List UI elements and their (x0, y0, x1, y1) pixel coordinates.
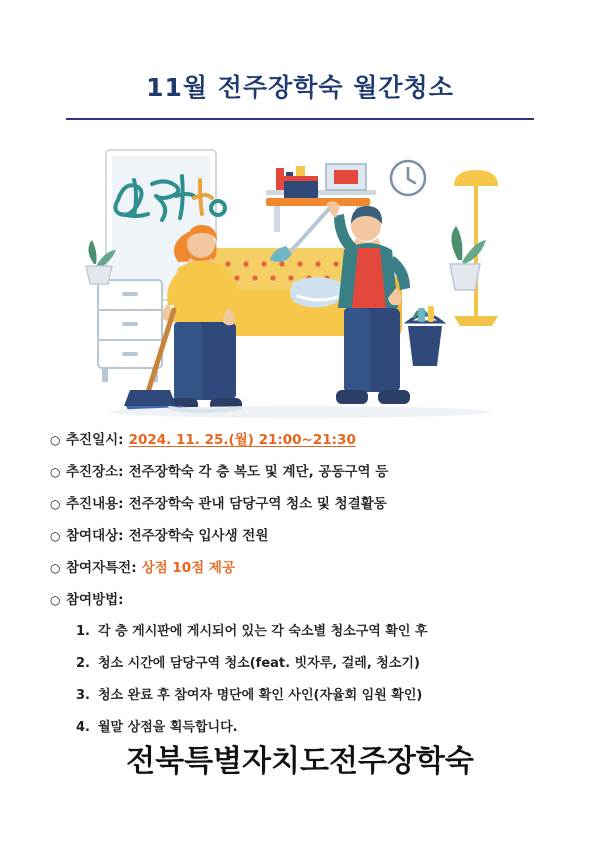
bullet-icon: ○ (50, 465, 61, 479)
bullet-icon: ○ (50, 593, 61, 607)
list-item-step (76, 684, 560, 703)
step-number: 3. (76, 688, 90, 703)
row-label: 참여자특전: (66, 560, 137, 576)
row-label: 참여방법: (66, 592, 124, 608)
list-item-date (50, 428, 560, 448)
bullet-icon: ○ (50, 433, 61, 447)
detail-list (50, 428, 560, 748)
row-label: 추진내용: (66, 496, 124, 512)
list-item-benefit (50, 556, 560, 576)
bullet-icon: ○ (50, 561, 61, 575)
step-text: 청소 시간에 담당구역 청소(feat. 빗자루, 걸레, 청소기) (98, 656, 420, 671)
row-label: 추진일시: (66, 432, 124, 448)
step-text: 청소 완료 후 참여자 명단에 확인 사인(자율회 임원 확인) (98, 688, 423, 703)
page-title-wrap (0, 74, 600, 102)
step-text: 각 층 게시판에 게시되어 있는 각 숙소별 청소구역 확인 후 (98, 624, 428, 639)
row-value: 2024. 11. 25.(월) 21:00~21:30 (128, 432, 356, 448)
step-number: 4. (76, 720, 90, 735)
step-number: 1. (76, 624, 90, 639)
method-steps (76, 620, 560, 735)
cleaning-illustration (78, 140, 522, 420)
list-item-step (76, 620, 560, 639)
row-label: 참여대상: (66, 528, 124, 544)
row-value: 전주장학숙 관내 담당구역 청소 및 청결활동 (128, 496, 387, 512)
row-value: 상점 10점 제공 (141, 560, 236, 576)
step-number: 2. (76, 656, 90, 671)
bullet-icon: ○ (50, 497, 61, 511)
list-item-step (76, 716, 560, 735)
list-item-step (76, 652, 560, 671)
bullet-icon: ○ (50, 529, 61, 543)
step-text: 월말 상점을 획득합니다. (98, 720, 238, 735)
organization-name: 전북특별자치도전주장학숙 (126, 744, 474, 779)
list-item-method (50, 588, 560, 608)
list-item-place (50, 460, 560, 480)
list-item-participants (50, 524, 560, 544)
list-item-content (50, 492, 560, 512)
page-title: 11월 전주장학숙 월간청소 (146, 73, 454, 102)
row-value: 전주장학숙 입사생 전원 (128, 528, 269, 544)
row-label: 추진장소: (66, 464, 124, 480)
title-divider (66, 118, 534, 120)
row-value: 전주장학숙 각 층 복도 및 계단, 공동구역 등 (128, 464, 389, 480)
